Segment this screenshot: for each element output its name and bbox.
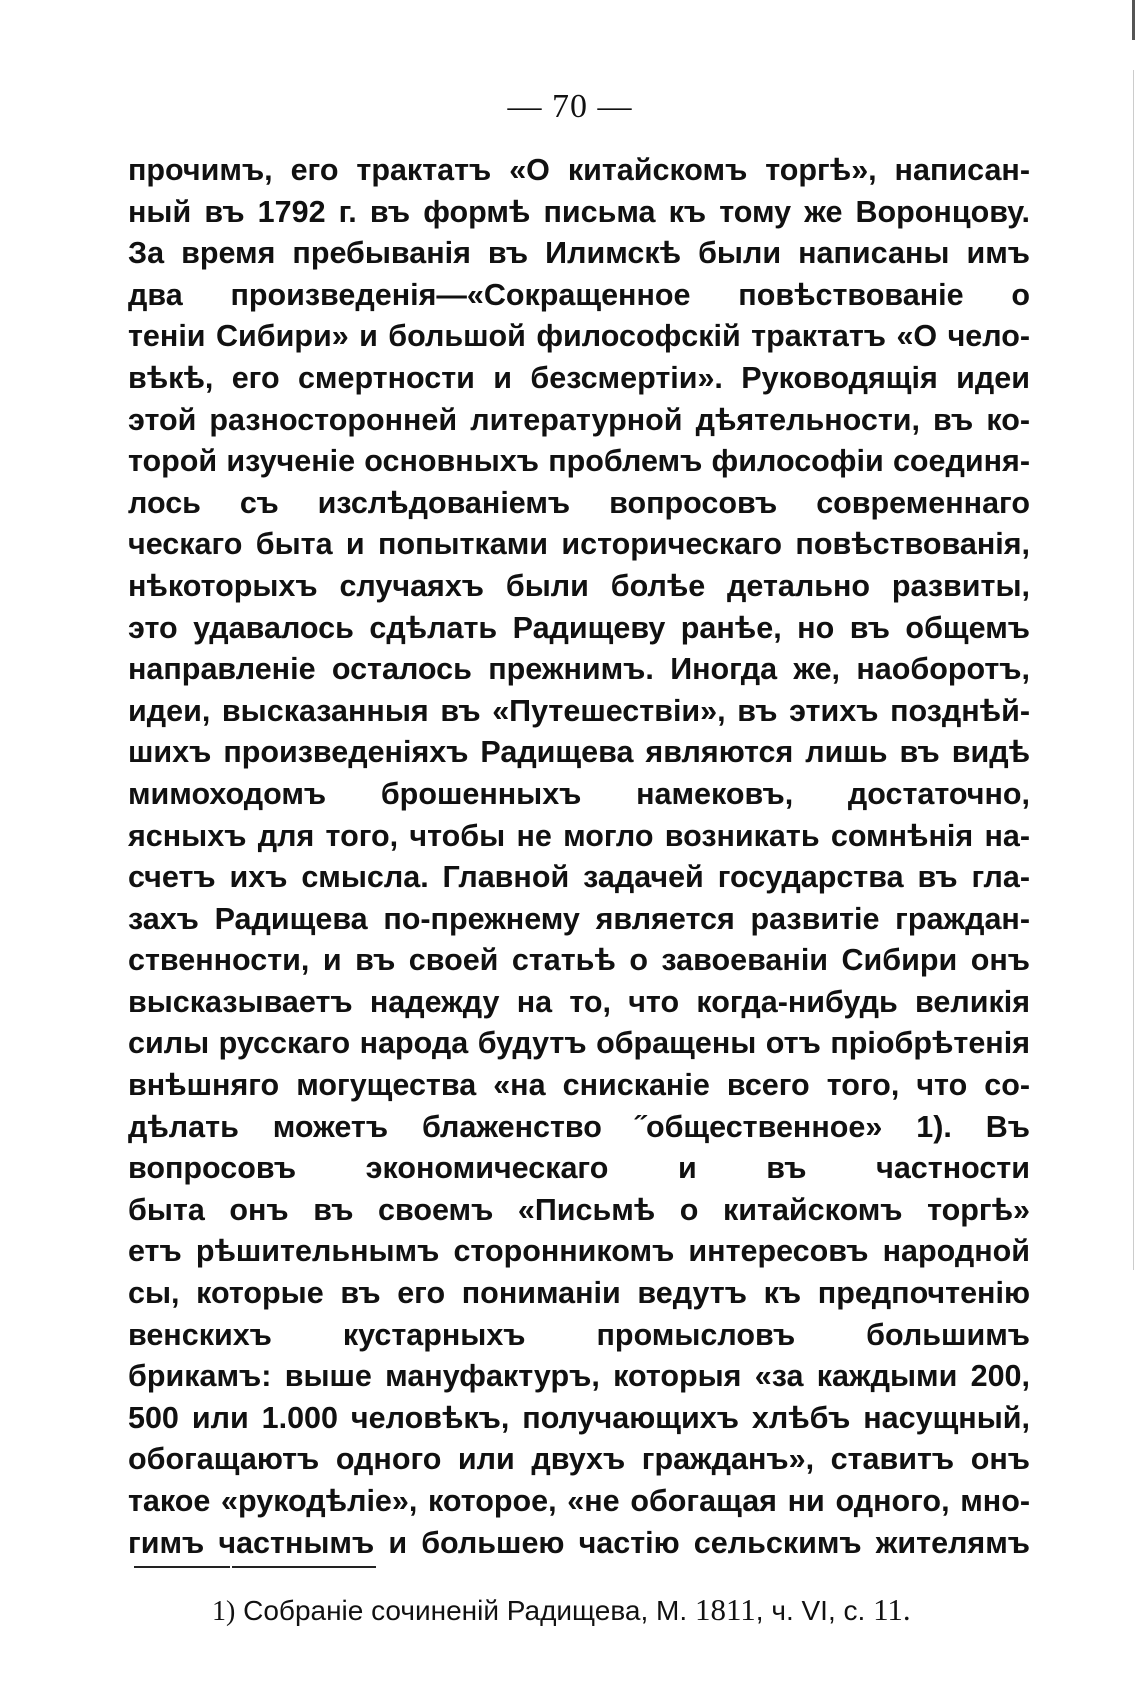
text-line-content: 500 или 1.000 человѣкъ, получающихъ хлѣбъ насущный, (128, 1400, 1030, 1435)
footnote-rule-left (134, 1566, 230, 1568)
text-line-content: захъ Радищева по-прежнему является развитіе граждан- (128, 901, 1030, 936)
text-line-content: теніи Сибири» и большой философскій трактатъ «О чело- (128, 319, 1030, 354)
text-line-content: гимъ частнымъ и большею частію сельскимъ жителямъ (128, 1525, 1030, 1560)
text-line (128, 1481, 1030, 1523)
text-line-content: счетъ ихъ смысла. Главной задачей государства въ гла- (128, 860, 1030, 895)
text-line-content: ческаго быта и попытками историческаго повѣствованія, (128, 527, 1030, 562)
text-line-content: обогащаютъ одного или двухъ гражданъ», ставитъ онъ (128, 1442, 1030, 1477)
text-line-content: силы русскаго народа будутъ обращены отъ пріобрѣтенія (128, 1026, 1030, 1061)
text-line (128, 899, 1030, 941)
text-line (128, 1398, 1030, 1440)
text-line (128, 1439, 1030, 1481)
text-line-content: венскихъ кустарныхъ промысловъ большимъ (128, 1317, 1030, 1352)
text-line-content: дѣлать можетъ блаженство ˝общественное» 1). Въ (128, 1109, 1030, 1144)
text-line-content: прочимъ, его трактатъ «О китайскомъ торгѣ», написан- (128, 153, 1030, 187)
text-line (128, 1231, 1030, 1273)
text-line-content: брикамъ: выше мануфактуръ, которыя «за каждыми 200, (128, 1359, 1030, 1394)
text-line-content: нѣкоторыхъ случаяхъ были болѣе детально развиты, (128, 568, 1030, 603)
text-line (128, 816, 1030, 858)
text-line (128, 483, 1030, 525)
text-line (128, 608, 1030, 650)
text-line-content: торой изученіе основныхъ проблемъ философіи соединя- (128, 444, 1030, 479)
text-line (128, 275, 1030, 317)
text-line-content: мимоходомъ брошенныхъ намековъ, достаточно, (128, 776, 1030, 811)
text-line (128, 1148, 1030, 1190)
text-line (128, 691, 1030, 733)
text-line-content: такое «рукодѣліе», которое, «не обогащая ни одного, мно- (128, 1484, 1030, 1518)
footnote-rule-right (232, 1566, 376, 1568)
text-line-content: направленіе осталось прежнимъ. Иногда же, наоборотъ, (128, 652, 1030, 687)
text-line-content: вопросовъ экономическаго и въ частности (128, 1151, 1030, 1186)
text-line (128, 982, 1030, 1024)
text-line-content: это удавалось сдѣлать Радищеву ранѣе, но въ общемъ (128, 610, 1030, 645)
page-edge-mark (1132, 0, 1135, 40)
text-line (128, 1356, 1030, 1398)
footnote-mark: 1) (212, 1596, 236, 1627)
text-line-content: внѣшняго могущества «на снисканіе всего того, что со- (128, 1068, 1030, 1103)
footnote (212, 1590, 992, 1632)
page-number: — 70 — (507, 88, 633, 125)
text-line (128, 233, 1030, 275)
text-line-content: сы, которые въ его пониманіи ведутъ къ предпочтенію (128, 1276, 1030, 1311)
text-line (128, 774, 1030, 816)
text-line (128, 1107, 1030, 1149)
text-line-content: идеи, высказанныя въ «Путешествіи», въ этихъ позднѣй- (128, 693, 1030, 728)
footnote-year: 1811 (694, 1592, 756, 1627)
text-line (128, 441, 1030, 483)
text-line-content: этой разносторонней литературной дѣятельности, въ ко- (128, 402, 1030, 437)
text-line-content: вѣкѣ, его смертности и безсмертіи». Руководящія идеи (128, 360, 1030, 395)
footnote-text: Собраніе сочиненій Радищева, М. (243, 1595, 695, 1626)
text-line (128, 316, 1030, 358)
text-line (128, 940, 1030, 982)
text-line-content: етъ рѣшительнымъ сторонникомъ интересовъ народной (128, 1234, 1030, 1269)
text-line-content: быта онъ въ своемъ «Письмѣ о китайскомъ торгѣ» (128, 1192, 1030, 1227)
text-line (128, 857, 1030, 899)
text-line-content: высказываетъ надежду на то, что когда-нибудь великія (128, 984, 1030, 1019)
text-line (128, 1273, 1030, 1315)
text-line (128, 358, 1030, 400)
text-line-content: За время пребыванія въ Илимскѣ были написаны имъ (128, 236, 1030, 271)
text-line-content: ный въ 1792 г. въ формѣ письма къ тому же Воронцову. (128, 194, 1030, 229)
text-line (128, 400, 1030, 442)
text-line-content: два произведенія—«Сокращенное повѣствованіе о (128, 277, 1030, 312)
text-line (128, 732, 1030, 774)
text-line (128, 649, 1030, 691)
text-line (128, 1190, 1030, 1232)
page-edge-line (1133, 70, 1134, 1270)
text-line-content: шихъ произведеніяхъ Радищева являются лишь въ видѣ (128, 735, 1030, 770)
text-line (128, 150, 1030, 192)
text-line (128, 192, 1030, 234)
text-line (128, 1023, 1030, 1065)
text-line-content: лось съ изслѣдованіемъ вопросовъ современнаго (128, 485, 1030, 520)
text-line (128, 1065, 1030, 1107)
text-line-content: ственности, и въ своей статьѣ о завоеваніи Сибири онъ (128, 943, 1030, 978)
body-text (128, 150, 1030, 1564)
footnote-rest: , ч. VI, с. (755, 1595, 874, 1626)
text-line (128, 566, 1030, 608)
footnote-page: 11. (873, 1592, 911, 1627)
text-line (128, 1315, 1030, 1357)
text-line (128, 1523, 1030, 1565)
text-line (128, 524, 1030, 566)
text-line-content: ясныхъ для того, чтобы не могло возникать сомнѣнія на- (128, 818, 1030, 853)
